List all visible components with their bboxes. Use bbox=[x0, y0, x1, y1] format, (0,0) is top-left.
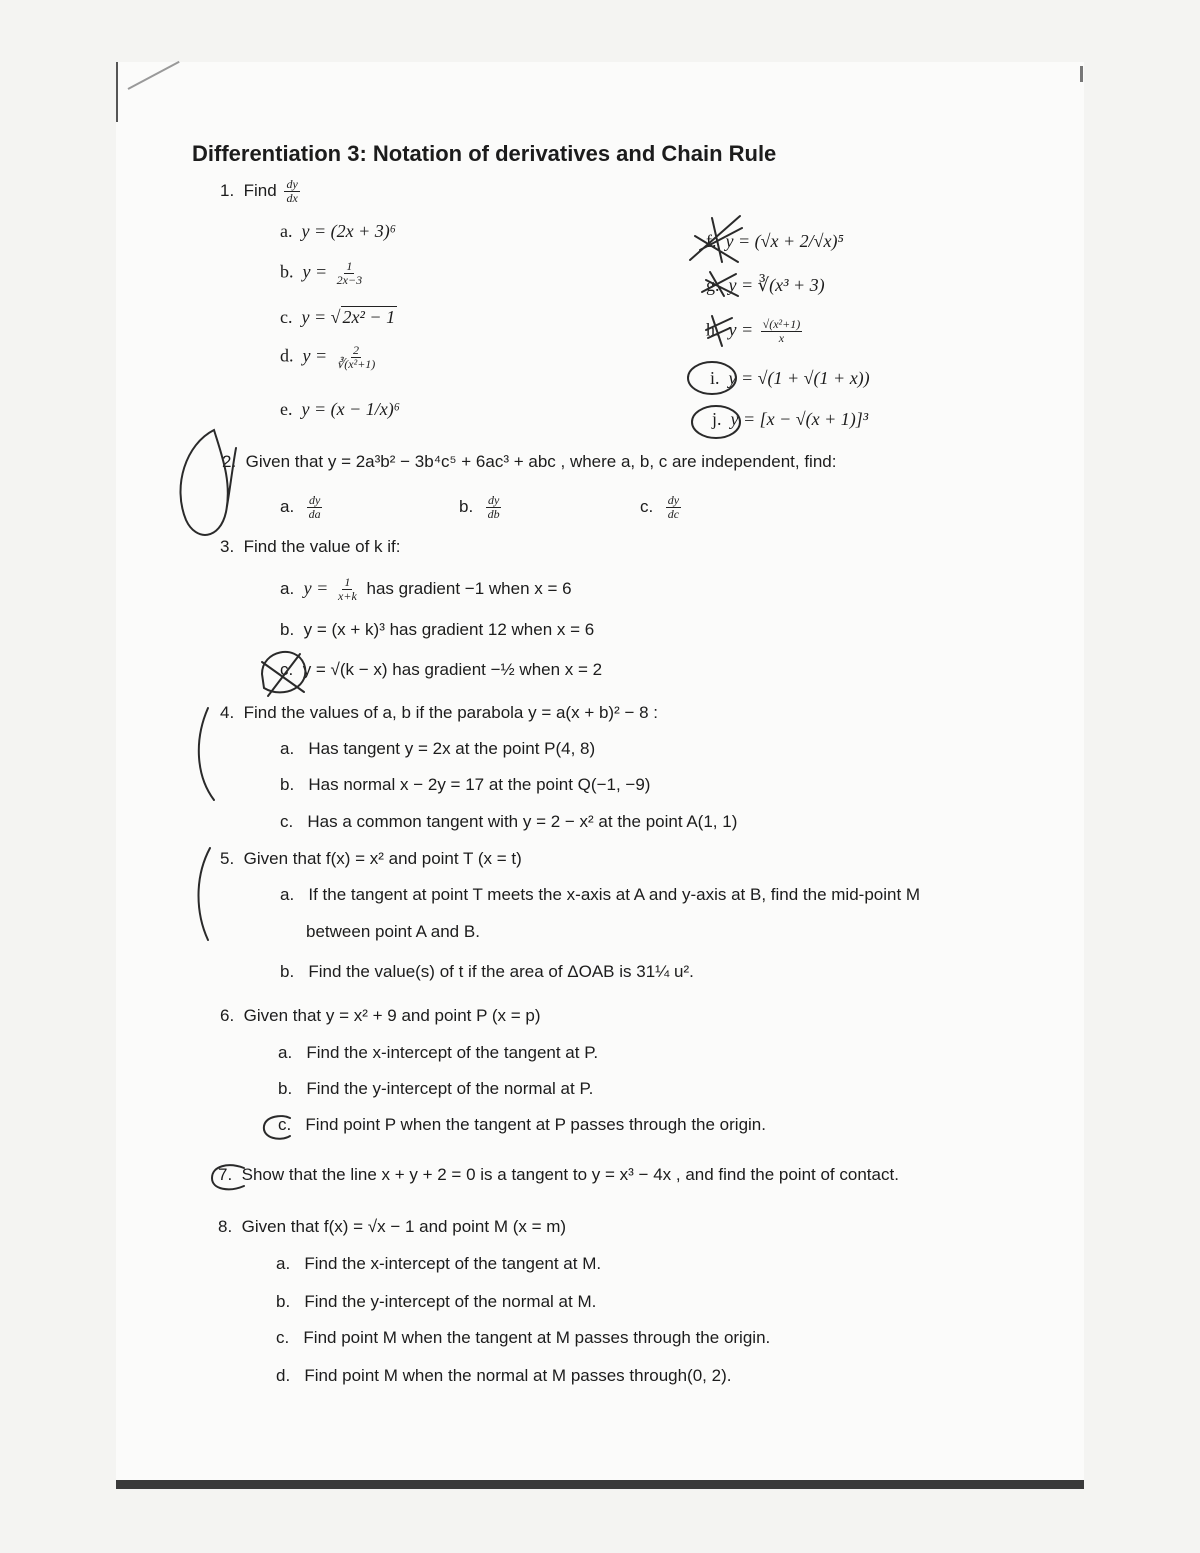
q1-item-c: c. y = √ 2x² − 1 bbox=[280, 307, 396, 327]
q1-item-i: i. y = √(1 + √(1 + x)) bbox=[710, 368, 870, 388]
q4-part-b: b. Has normal x − 2y = 17 at the point Q(−1, −9) bbox=[280, 775, 651, 794]
q1-item-e: e. y = (x − 1/x)⁶ bbox=[280, 399, 401, 419]
q1-item-d: d. y = $\frac{2}{\text{∛(x²+1)}}$ bbox=[280, 343, 376, 371]
q1-item-h: h. y = $\frac{\text{√(x²+1)}}{x}$ bbox=[706, 317, 801, 345]
question-1: 1. Find $\frac{dy}{dx}$ bbox=[220, 177, 298, 205]
question-5: 5. Given that f(x) = x² and point T (x = t) bbox=[220, 849, 522, 868]
q1-item-f: f. y = (√x + 2/√x)⁵ bbox=[706, 231, 844, 251]
q1-item-b: b. y = $\frac{1}{2x-3}$ bbox=[280, 259, 363, 287]
q8-part-a: a. Find the x-intercept of the tangent at M. bbox=[276, 1254, 602, 1273]
q3-part-a: a. y = $\frac{1}{x+k}$ has gradient −1 when x = 6 bbox=[280, 575, 572, 603]
paper-edge bbox=[116, 62, 118, 122]
q4-part-a: a. Has tangent y = 2x at the point P(4, 8) bbox=[280, 739, 596, 758]
question-3: 3. Find the value of k if: bbox=[220, 537, 401, 556]
question-8: 8. Given that f(x) = √x − 1 and point M (x = m) bbox=[218, 1217, 567, 1236]
q6-part-b: b. Find the y-intercept of the normal at P. bbox=[278, 1079, 594, 1098]
q1-item-j: j. y = [x − √(x + 1)]³ bbox=[712, 409, 869, 429]
q8-part-c: c. Find point M when the tangent at M passes through the origin. bbox=[276, 1328, 771, 1347]
q8-part-d: d. Find point M when the normal at M passes through(0, 2). bbox=[276, 1366, 732, 1385]
q2-part-c: c. $\frac{dy}{dc}$ bbox=[640, 493, 680, 521]
question-2: 2. Given that y = 2a³b² − 3b⁴c⁵ + 6ac³ + abc , where a, b, c are independent, find: bbox=[222, 452, 837, 471]
scan-edge-bar bbox=[116, 1480, 1084, 1489]
q5-part-a: a. If the tangent at point T meets the x-axis at A and y-axis at B, find the mid-point M bbox=[280, 885, 921, 904]
q3-part-b: b. y = (x + k)³ has gradient 12 when x = 6 bbox=[280, 620, 595, 639]
q3-part-c: c. y = √(k − x) has gradient −½ when x = 2 bbox=[280, 660, 603, 679]
q2-part-b: b. $\frac{dy}{db}$ bbox=[459, 493, 500, 521]
q2-part-a: a. $\frac{dy}{da}$ bbox=[280, 493, 321, 521]
question-4: 4. Find the values of a, b if the parabola y = a(x + b)² − 8 : bbox=[220, 703, 659, 722]
q5-part-b: b. Find the value(s) of t if the area of ΔOAB is 31¼ u². bbox=[280, 962, 694, 981]
paper-edge bbox=[1080, 66, 1083, 82]
q6-part-a: a. Find the x-intercept of the tangent at P. bbox=[278, 1043, 599, 1062]
q5-part-a-continued: between point A and B. bbox=[306, 922, 480, 941]
page-title: Differentiation 3: Notation of derivatives and Chain Rule bbox=[192, 141, 777, 166]
q1-item-a: a. y = (2x + 3)⁶ bbox=[280, 221, 397, 241]
q8-part-b: b. Find the y-intercept of the normal at M. bbox=[276, 1292, 597, 1311]
q6-part-c: c. Find point P when the tangent at P passes through the origin. bbox=[278, 1115, 766, 1134]
q1-item-g: g. y = ∛(x³ + 3) bbox=[706, 275, 825, 295]
question-7: 7. Show that the line x + y + 2 = 0 is a tangent to y = x³ − 4x , and find the point of contact. bbox=[218, 1165, 899, 1184]
question-6: 6. Given that y = x² + 9 and point P (x = p) bbox=[220, 1006, 541, 1025]
q4-part-c: c. Has a common tangent with y = 2 − x² at the point A(1, 1) bbox=[280, 812, 738, 831]
